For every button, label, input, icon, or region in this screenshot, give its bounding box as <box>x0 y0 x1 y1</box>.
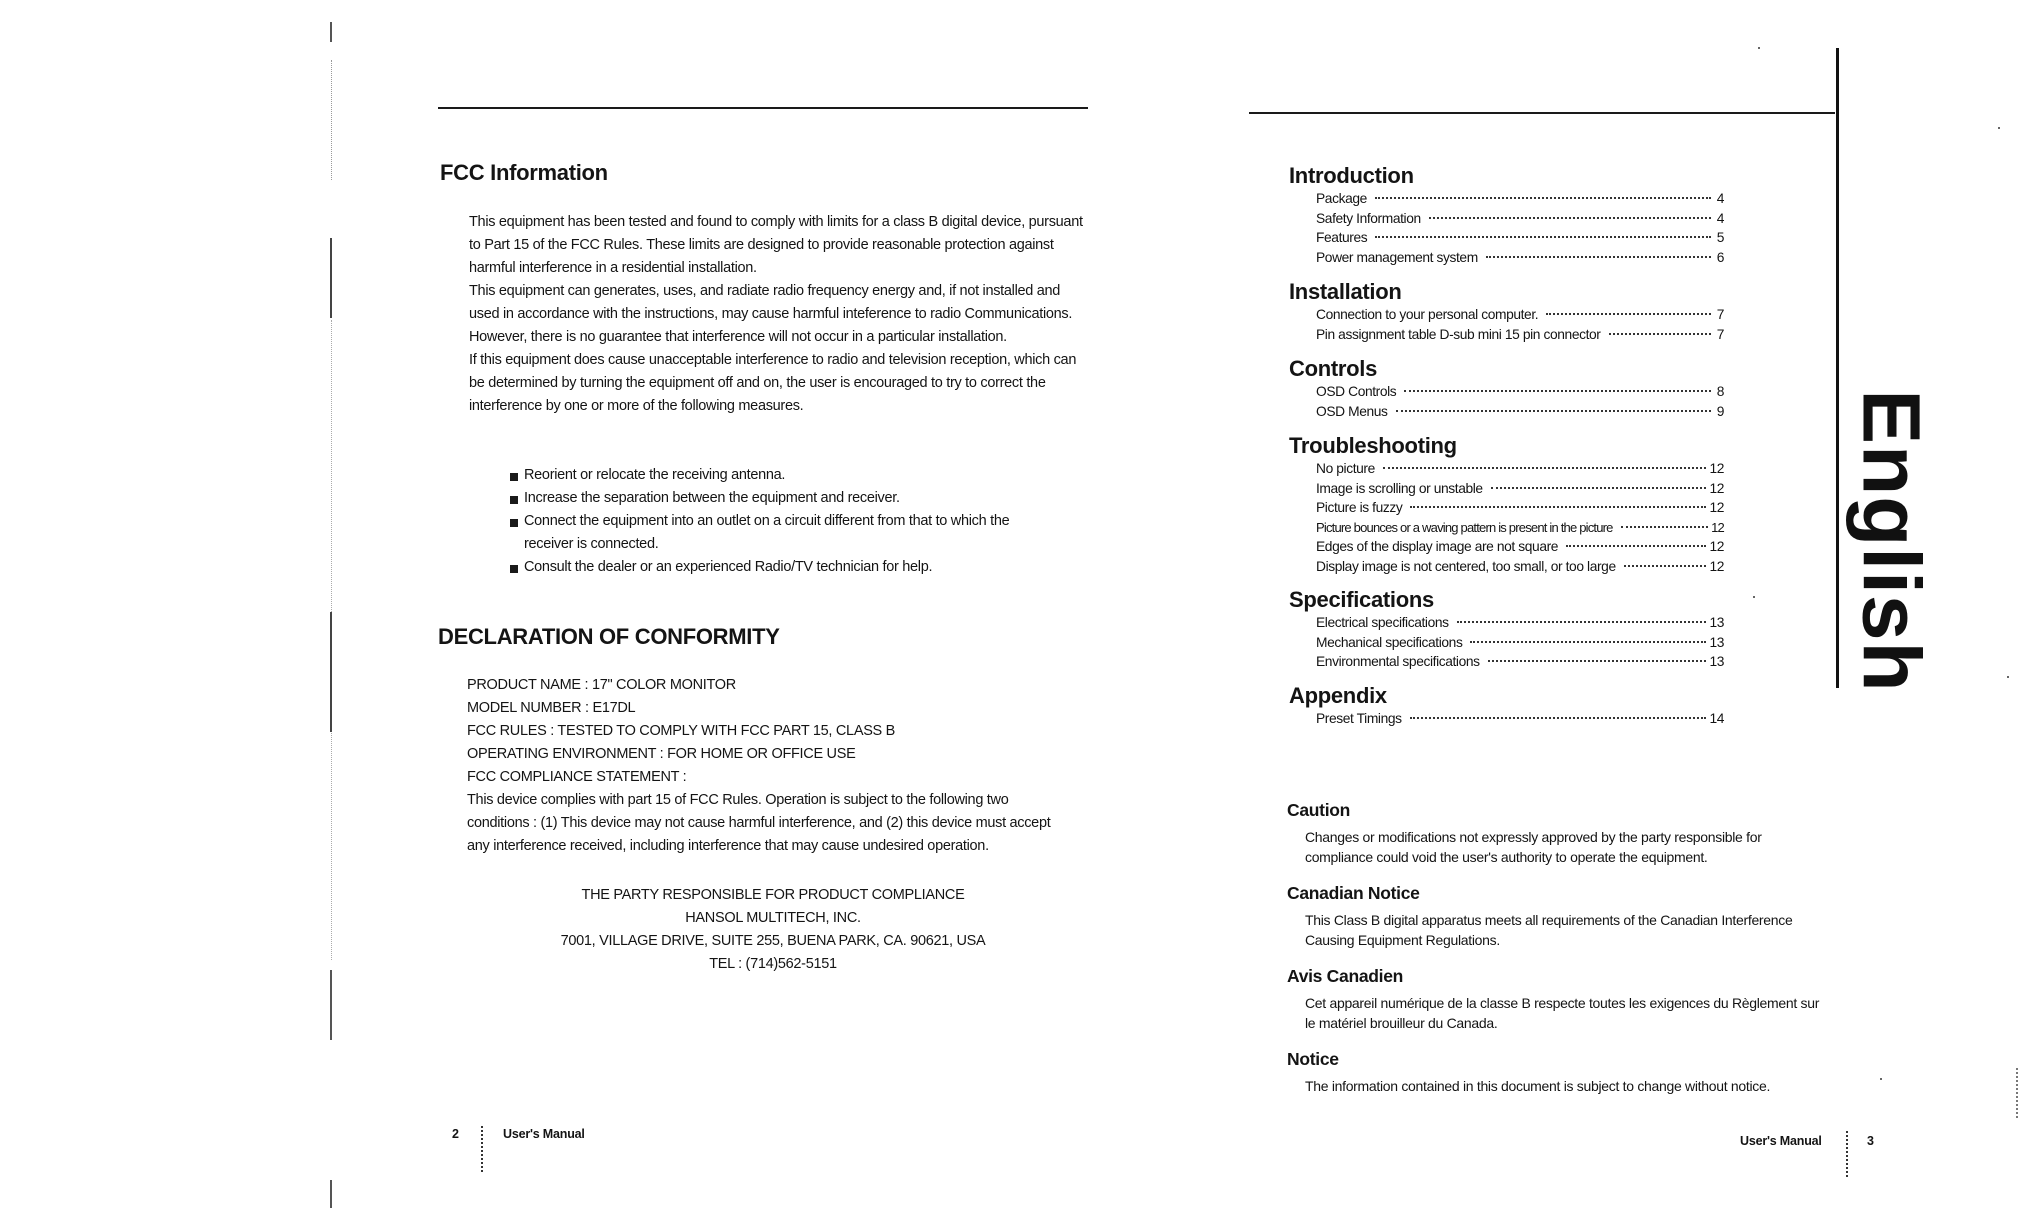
scan-edge-mark <box>330 612 332 732</box>
leader-dots <box>1566 545 1706 547</box>
toc-entry-page: 4 <box>1716 191 1724 206</box>
toc-entry-page: 8 <box>1716 384 1724 399</box>
scan-edge-mark <box>330 1180 332 1208</box>
toc-entries <box>1289 382 1724 421</box>
leader-dots <box>1624 565 1707 567</box>
avis-canadien-heading: Avis Canadien <box>1287 966 1404 986</box>
list-item: Connect the equipment into an outlet on a circuit different from that to which the receiver is connected. <box>510 510 1060 556</box>
responsible-line: TEL : (714)562-5151 <box>709 956 837 972</box>
toc-entry <box>1316 382 1724 402</box>
caution-text: Changes or modifications not expressly approved by the party responsible for compliance could void the user's authority to operate the equipment. <box>1305 829 1762 865</box>
toc-heading: Introduction <box>1289 163 1414 188</box>
toc-controls <box>1289 356 1724 421</box>
toc-heading: Installation <box>1289 279 1402 304</box>
declaration-title: DECLARATION OF CONFORMITY <box>438 624 780 649</box>
toc-entries <box>1289 613 1724 672</box>
leader-dots <box>1491 487 1707 489</box>
toc-entry-label: Features <box>1316 230 1368 245</box>
toc-troubleshooting <box>1289 433 1724 576</box>
toc-entry <box>1316 305 1724 325</box>
footer-divider <box>1846 1131 1848 1177</box>
declaration-body <box>467 674 1050 858</box>
leader-dots <box>1621 526 1709 528</box>
declaration-line: MODEL NUMBER : E17DL <box>467 700 636 716</box>
fcc-measures-list <box>510 464 1060 579</box>
toc-entry-label: Display image is not centered, too small, or too large <box>1316 558 1616 574</box>
list-item: Consult the dealer or an experienced Radio/TV technician for help. <box>510 556 1060 579</box>
leader-dots <box>1396 410 1711 412</box>
toc-entry-page: 12 <box>1709 461 1724 476</box>
language-tab-label: English <box>1846 389 1938 693</box>
toc-entry <box>1316 228 1724 248</box>
avis-canadien-text: Cet appareil numérique de la classe B respecte toutes les exigences du Règlement sur le matériel brouilleur du Canada. <box>1305 995 1820 1031</box>
toc-entry-page: 12 <box>1711 519 1724 535</box>
scan-edge-mark <box>331 60 332 180</box>
canadian-notice-heading: Canadian Notice <box>1287 883 1420 903</box>
toc-entry <box>1316 652 1724 672</box>
toc-entry <box>1316 709 1724 729</box>
toc-entry-page: 5 <box>1716 230 1724 245</box>
toc-entry-label: Mechanical specifications <box>1316 634 1463 650</box>
footer-label: User's Manual <box>1740 1134 1822 1148</box>
toc-entry <box>1316 537 1724 557</box>
toc-entry <box>1316 402 1724 422</box>
toc-heading: Specifications <box>1289 587 1434 612</box>
declaration-line: PRODUCT NAME : 17" COLOR MONITOR <box>467 677 736 693</box>
notice-heading: Notice <box>1287 1049 1339 1069</box>
toc-entry-page: 13 <box>1709 615 1724 630</box>
leader-dots <box>1488 660 1707 662</box>
canadian-notice-text: This Class B digital apparatus meets all requirements of the Canadian Interference Causing Equipment Regulations. <box>1305 912 1793 948</box>
toc-heading: Controls <box>1289 356 1378 381</box>
responsible-line: HANSOL MULTITECH, INC. <box>685 910 861 926</box>
toc-heading: Troubleshooting <box>1289 433 1457 458</box>
toc-entry-page: 12 <box>1709 480 1724 496</box>
toc-entries <box>1289 305 1724 344</box>
toc-entry-label: Power management system <box>1316 249 1478 265</box>
toc-entry-label: No picture <box>1316 461 1375 476</box>
responsible-line: THE PARTY RESPONSIBLE FOR PRODUCT COMPLIANCE <box>581 887 965 903</box>
fcc-paragraph: This equipment can generates, uses, and radiate radio frequency energy and, if not installed and used in accordance with the instructions, may cause harmful inteference to radio Communications. However, there is no guarantee that interference will not occur in a particular installation. <box>469 283 1073 345</box>
scan-edge-mark <box>330 238 332 318</box>
toc-entry-page: 7 <box>1716 326 1724 342</box>
toc-entry-label: OSD Controls <box>1316 384 1397 399</box>
declaration-line: This device complies with part 15 of FCC Rules. Operation is subject to the following two <box>467 792 1009 808</box>
toc-entry-label: Image is scrolling or unstable <box>1316 480 1483 496</box>
toc-appendix <box>1289 683 1724 729</box>
scan-speck <box>1880 1078 1882 1080</box>
tab-edge-rule <box>1836 48 1839 688</box>
declaration-line: FCC COMPLIANCE STATEMENT : <box>467 769 687 785</box>
toc-entry <box>1316 248 1724 268</box>
declaration-line: OPERATING ENVIRONMENT : FOR HOME OR OFFICE USE <box>467 746 856 762</box>
fcc-paragraph: If this equipment does cause unacceptable interference to radio and television reception, which can be determined by turning the equipment off and on, the user is encouraged to try to correct the interference by one or more of the following measures. <box>469 352 1077 414</box>
toc-entry-page: 14 <box>1709 711 1724 726</box>
leader-dots <box>1609 333 1712 335</box>
leader-dots <box>1457 621 1707 623</box>
toc-entry-page: 7 <box>1716 307 1724 322</box>
leader-dots <box>1410 717 1707 719</box>
responsible-line: 7001, VILLAGE DRIVE, SUITE 255, BUENA PARK, CA. 90621, USA <box>560 933 986 949</box>
declaration-line: any interference received, including interference that may cause undesired operation. <box>467 838 989 854</box>
toc-entry <box>1316 633 1724 653</box>
toc-heading: Appendix <box>1289 683 1387 708</box>
declaration-line: FCC RULES : TESTED TO COMPLY WITH FCC PART 15, CLASS B <box>467 723 896 739</box>
page-number: 2 <box>452 1127 459 1141</box>
caution-heading: Caution <box>1287 800 1351 820</box>
right-page <box>1009 0 2018 1221</box>
responsible-party <box>473 884 1073 976</box>
toc-entry-label: OSD Menus <box>1316 403 1388 419</box>
toc-entry-page: 13 <box>1709 634 1724 650</box>
toc-entry-label: Environmental specifications <box>1316 654 1480 669</box>
toc-entries <box>1289 459 1724 576</box>
toc-entry-label: Safety Information <box>1316 210 1421 226</box>
scan-edge-mark <box>330 970 332 1040</box>
scan-speck <box>1998 127 2000 129</box>
header-rule <box>1249 112 1835 114</box>
footer-divider <box>481 1126 483 1172</box>
toc-entry-label: Preset Timings <box>1316 711 1402 726</box>
leader-dots <box>1383 467 1707 469</box>
toc-entry-label: Pin assignment table D-sub mini 15 pin connector <box>1316 326 1601 342</box>
toc-entry-label: Electrical specifications <box>1316 615 1449 630</box>
leader-dots <box>1470 641 1706 643</box>
fcc-paragraph: This equipment has been tested and found to comply with limits for a class B digital device, pursuant to Part 15 of the FCC Rules. These limits are designed to provide reasonable protection against harmful interference in a residential installation. <box>469 214 1083 276</box>
declaration-line: conditions : (1) This device may not cause harmful interference, and (2) this device must accept <box>467 815 1051 831</box>
toc-entry <box>1316 518 1724 538</box>
header-rule <box>438 107 1088 109</box>
scan-edge-mark <box>330 22 332 42</box>
toc-entry-page: 12 <box>1709 500 1724 515</box>
toc-entry-page: 12 <box>1709 539 1724 554</box>
toc-entry <box>1316 479 1724 499</box>
toc-entry-label: Edges of the display image are not square <box>1316 539 1559 554</box>
toc-entry-page: 9 <box>1716 403 1724 419</box>
toc-entry-label: Connection to your personal computer. <box>1316 307 1539 322</box>
page-number: 3 <box>1867 1134 1874 1148</box>
toc-entry <box>1316 189 1724 209</box>
toc-introduction <box>1289 163 1724 267</box>
toc-entry-page: 6 <box>1716 249 1724 265</box>
leader-dots <box>1410 506 1706 508</box>
toc-entries <box>1289 189 1724 267</box>
scan-speck <box>1753 596 1755 598</box>
toc-entry-page: 4 <box>1716 210 1724 226</box>
language-tab <box>1846 389 1938 693</box>
leader-dots <box>1375 236 1711 238</box>
toc-entry-page: 13 <box>1709 654 1724 669</box>
toc-entries <box>1289 709 1724 729</box>
toc-entry-label: Package <box>1316 191 1367 206</box>
toc-entry <box>1316 498 1724 518</box>
toc-entry <box>1316 325 1724 345</box>
toc-specifications <box>1289 587 1724 672</box>
toc-entry <box>1316 209 1724 229</box>
toc-entry <box>1316 459 1724 479</box>
leader-dots <box>1404 390 1711 392</box>
toc-entry-label: Picture bounces or a waving pattern is present in the picture <box>1316 519 1613 535</box>
toc-installation <box>1289 279 1724 344</box>
list-item: Increase the separation between the equipment and receiver. <box>510 487 1060 510</box>
leader-dots <box>1375 197 1711 199</box>
scan-speck <box>2007 676 2009 678</box>
toc-entry-label: Picture is fuzzy <box>1316 500 1403 515</box>
toc-entry <box>1316 557 1724 577</box>
fcc-title: FCC Information <box>440 160 608 185</box>
footer-label: User's Manual <box>503 1127 585 1141</box>
leader-dots <box>1429 217 1711 219</box>
notice-text: The information contained in this document is subject to change without notice. <box>1305 1078 1771 1094</box>
scan-speck <box>1758 47 1760 49</box>
list-item: Reorient or relocate the receiving antenna. <box>510 464 1060 487</box>
leader-dots <box>1486 256 1711 258</box>
toc-entry <box>1316 613 1724 633</box>
leader-dots <box>1546 313 1711 315</box>
fcc-body <box>469 211 1089 418</box>
toc-entry-page: 12 <box>1709 558 1724 574</box>
